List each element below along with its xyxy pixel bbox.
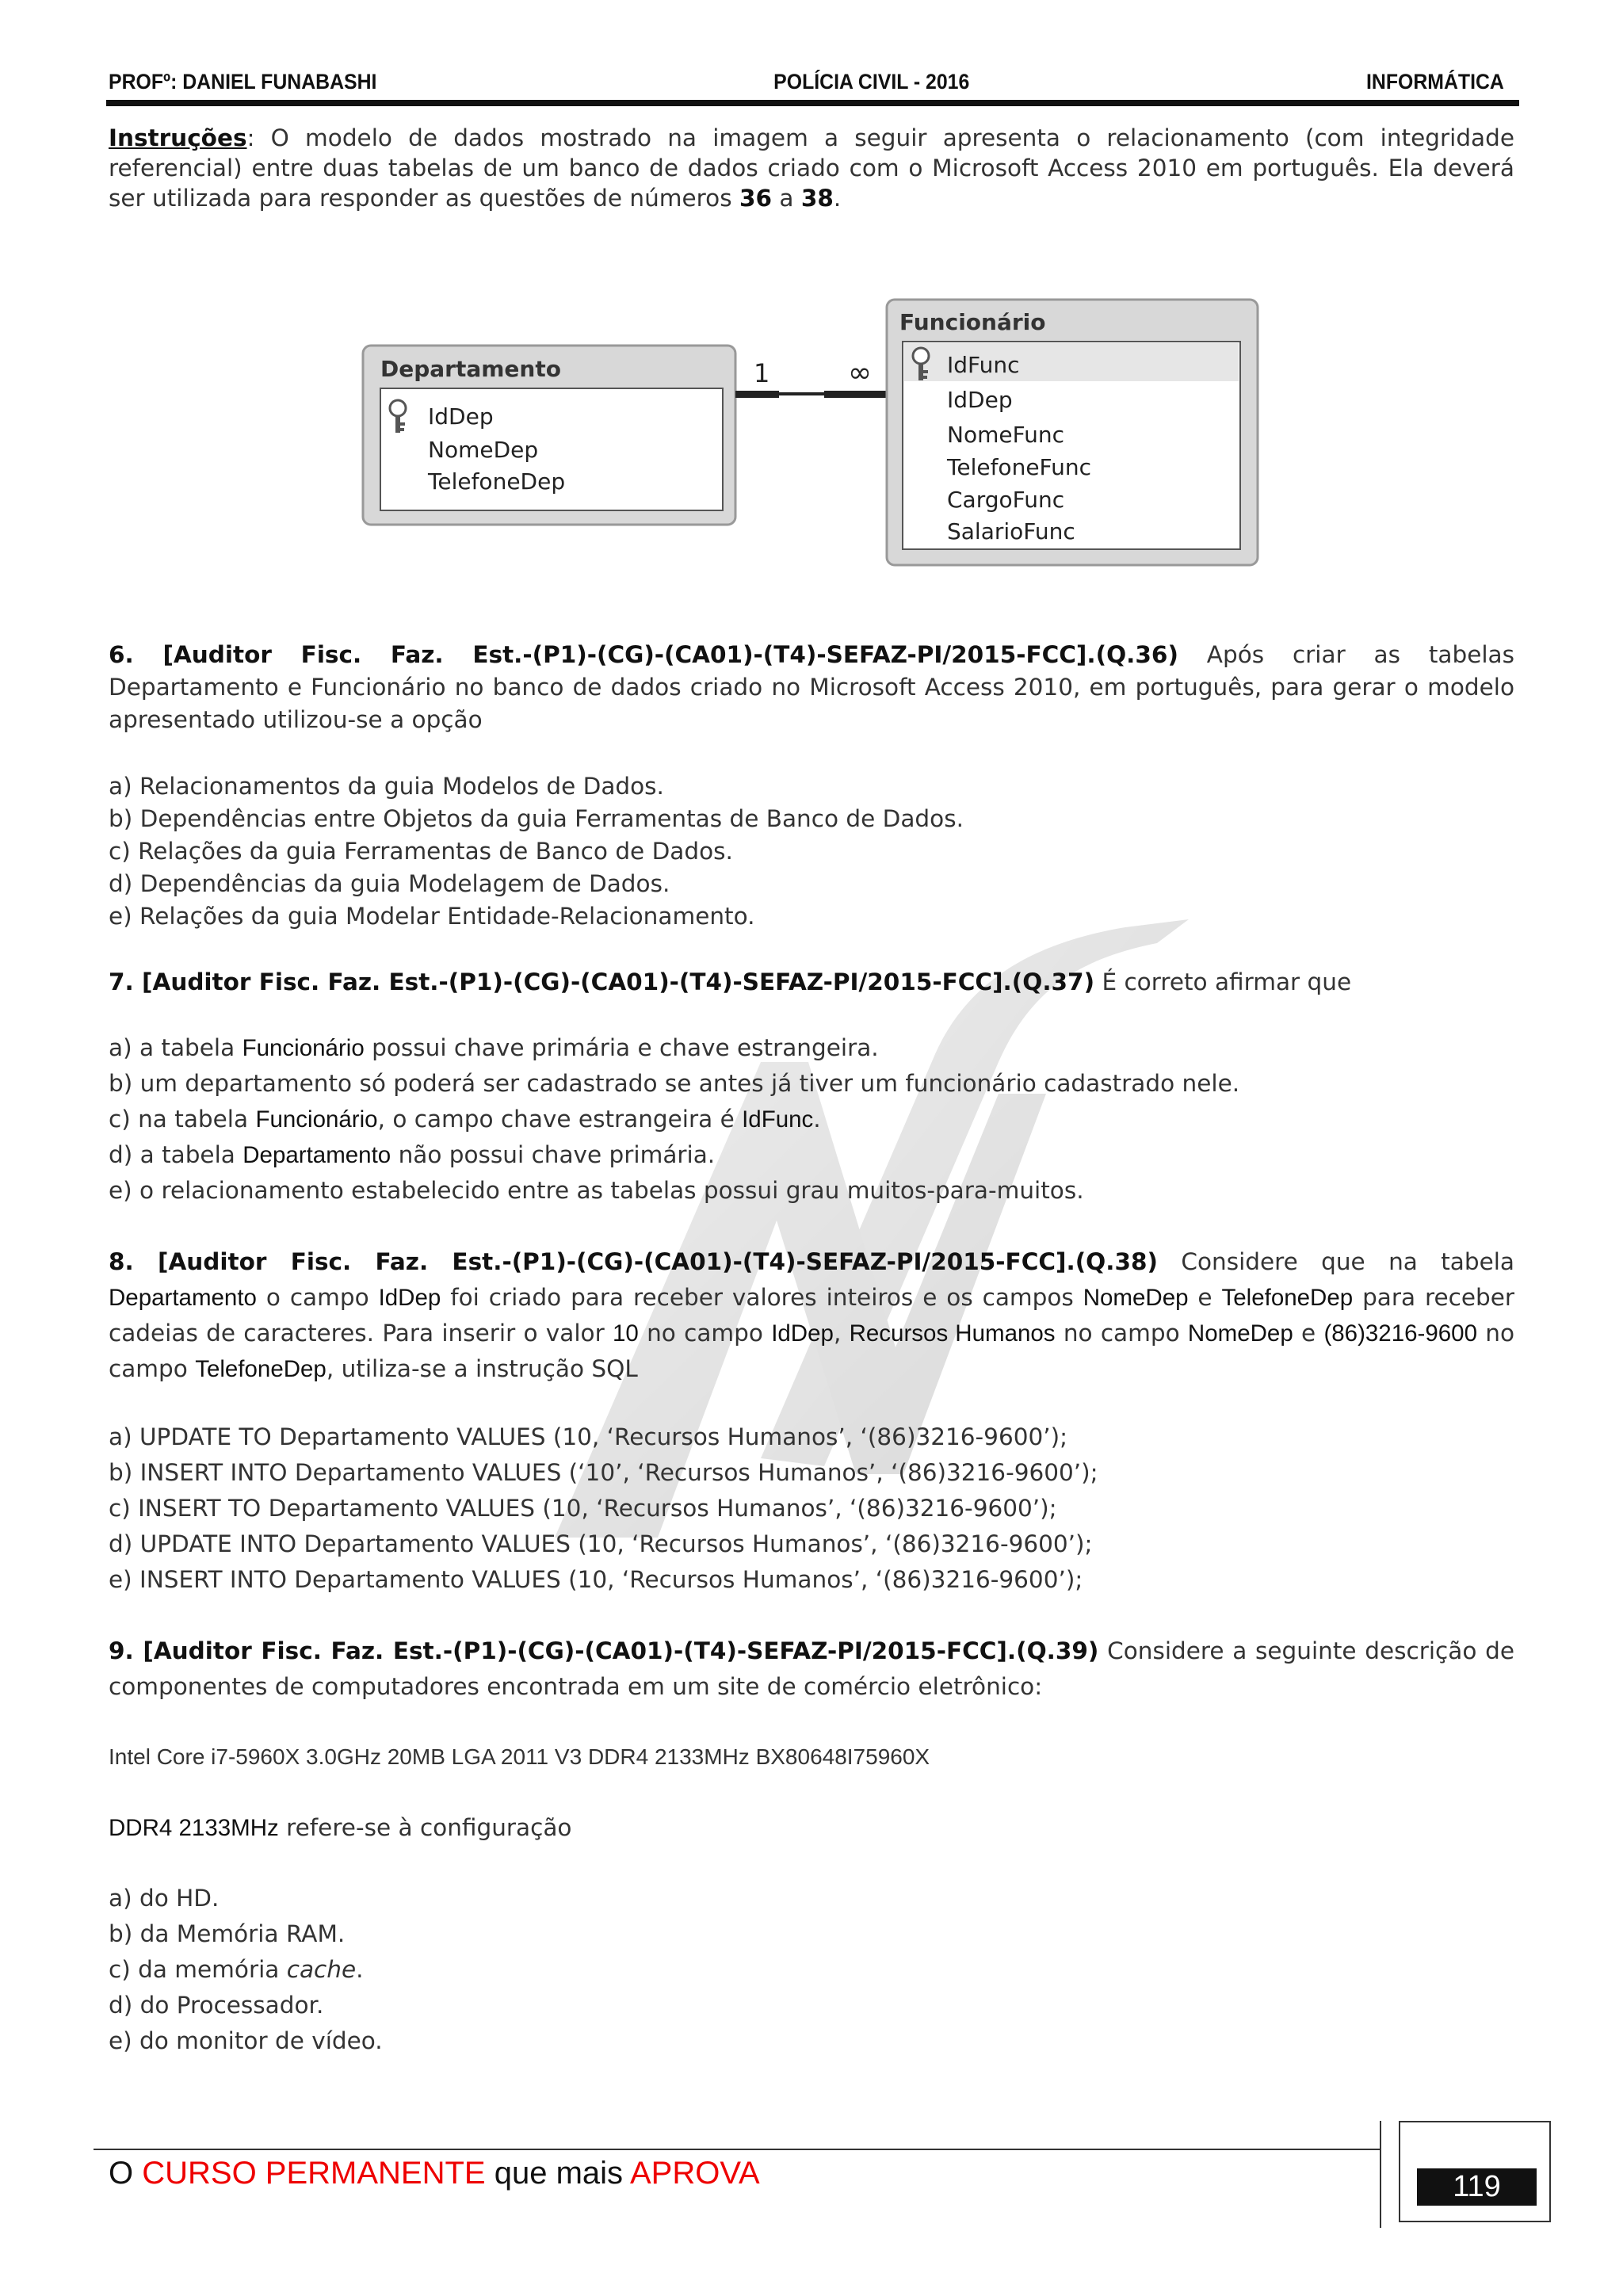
q6-option-a: a) Relacionamentos da guia Modelos de Dados. [109, 773, 664, 800]
q8-t6: no campo [638, 1320, 772, 1347]
field-telefonedep: TelefoneDep [428, 468, 566, 495]
relationship-diagram [361, 297, 1260, 575]
field-nomefunc: NomeFunc [947, 422, 1065, 448]
q8-s10: TelefoneDep [195, 1356, 327, 1382]
q7-d-text: d) a tabela [109, 1141, 243, 1168]
q8-option-e: e) INSERT INTO Departamento VALUES (10, ‘Recursos Humanos’, ‘(86)3216-9600’); [109, 1566, 1083, 1593]
question-8 [109, 1244, 1514, 1387]
field-salariofunc: SalarioFunc [947, 518, 1075, 544]
q6-option-c: c) Relações da guia Ferramentas de Banco de Dados. [109, 838, 733, 865]
q7-c-text: c) na tabela [109, 1106, 256, 1133]
q9-c-text: c) da memória [109, 1956, 287, 1983]
one-side-label: 1 [754, 358, 770, 388]
q8-s4: TelefoneDep [1221, 1285, 1354, 1311]
q9-prompt [109, 1813, 571, 1843]
instructions-mid: a [772, 185, 801, 212]
q9-head: 9. [Auditor Fisc. Faz. Est.-(P1)-(CG)-(CA01)-(T4)-SEFAZ-PI/2015-FCC].(Q.39) [109, 1637, 1099, 1664]
instructions-end: . [833, 185, 842, 212]
q8-s8: NomeDep [1187, 1320, 1293, 1347]
footer-t4: APROVA [629, 2156, 760, 2191]
q9-ddr: DDR4 2133MHz [109, 1815, 279, 1841]
q9-ddr-rest: refere-se à configuração [278, 1814, 572, 1841]
q8-s5: 10 [613, 1320, 639, 1347]
q7-text: É correto afirmar que [1094, 968, 1352, 995]
table-departamento [363, 346, 735, 525]
page-number: 119 [1417, 2168, 1537, 2206]
q8-s7: Recursos Humanos [849, 1320, 1056, 1347]
field-telefonefunc: TelefoneFunc [947, 454, 1091, 480]
field-idfunc: IdFunc [947, 352, 1020, 378]
footer-t2: CURSO PERMANENTE [142, 2156, 486, 2191]
q8-t2: o campo [256, 1284, 379, 1311]
header-rule [106, 100, 1519, 106]
q8-s2: IdDep [378, 1285, 441, 1311]
q7-option-b: b) um departamento só poderá ser cadastrado se antes já tiver um funcionário cadastrado nele. [109, 1070, 1240, 1097]
footer-t3: que mais [485, 2156, 630, 2191]
q8-t7: , [833, 1320, 850, 1347]
q6-head: 6. [Auditor Fisc. Faz. Est.-(P1)-(CG)-(CA01)-(T4)-SEFAZ-PI/2015-FCC].(Q.36) [109, 641, 1178, 668]
q6-option-e: e) Relações da guia Modelar Entidade-Relacionamento. [109, 903, 755, 930]
q8-t4: e [1188, 1284, 1222, 1311]
table-title-funcionario: Funcionário [899, 309, 1046, 335]
q7-a-text: a) a tabela [109, 1034, 242, 1061]
q8-t8: no campo [1055, 1320, 1188, 1347]
q7-c-field: IdFunc [742, 1106, 814, 1133]
q8-option-a: a) UPDATE TO Departamento VALUES (10, ‘Recursos Humanos’, ‘(86)3216-9600’); [109, 1423, 1068, 1450]
question-7 [109, 967, 1514, 997]
q6-option-b: b) Dependências entre Objetos da guia Ferramentas de Banco de Dados. [109, 805, 964, 832]
q8-s3: NomeDep [1083, 1285, 1189, 1311]
many-side-label: ∞ [848, 357, 872, 389]
q9-option-a: a) do HD. [109, 1885, 220, 1912]
instructions-text: : O modelo de dados mostrado na imagem a seguir apresenta o relacionamento (com integridade referencial) entre duas tabelas de um banco de dados criado com o Microsoft Access 2010 em português. Ela deverá ser utilizada para responder as questões de números [109, 124, 1514, 212]
q7-d-rest: não possui chave primária. [391, 1141, 716, 1168]
footer-slogan [109, 2156, 760, 2191]
header-subject: INFORMÁTICA [1366, 70, 1504, 94]
q8-t11: , utiliza-se a instrução SQL [326, 1355, 638, 1382]
table-funcionario [887, 300, 1258, 565]
q7-a-table: Funcionário [242, 1035, 365, 1061]
q8-option-c: c) INSERT TO Departamento VALUES (10, ‘Recursos Humanos’, ‘(86)3216-9600’); [109, 1495, 1057, 1522]
q9-option-e: e) do monitor de vídeo. [109, 2027, 383, 2054]
q7-c-table: Funcionário [255, 1106, 378, 1133]
q9-option-b: b) da Memória RAM. [109, 1920, 346, 1947]
q7-a-rest: possui chave primária e chave estrangeira. [364, 1034, 879, 1061]
field-cargofunc: CargoFunc [947, 487, 1065, 513]
q9-option-c [109, 1954, 364, 1985]
q7-option-c: c) na tabela Funcionário, o campo chave estrangeira é IdFunc. [109, 1106, 821, 1133]
field-nomedep: NomeDep [428, 437, 539, 463]
table-title-departamento: Departamento [380, 356, 561, 382]
q7-d-table: Departamento [242, 1142, 391, 1168]
header-exam: POLÍCIA CIVIL - 2016 [773, 70, 970, 94]
relationship-line [735, 357, 887, 398]
q7-option-d [109, 1140, 715, 1171]
field-iddep-fk: IdDep [947, 387, 1013, 413]
q6-option-d: d) Dependências da guia Modelagem de Dados. [109, 870, 670, 897]
footer-t1: O [109, 2156, 143, 2191]
footer-rule [94, 2149, 1381, 2150]
q9-text: Considere a seguinte descrição de componentes de computadores encontrada em um site de comércio eletrônico: [109, 1637, 1514, 1700]
q8-head: 8. [Auditor Fisc. Faz. Est.-(P1)-(CG)-(CA01)-(T4)-SEFAZ-PI/2015-FCC].(Q.38) [109, 1248, 1158, 1275]
field-iddep: IdDep [428, 403, 494, 430]
q8-t5: para receber cadeias de caracteres. Para inserir o valor [109, 1284, 1514, 1347]
q9-c-italic: cache [286, 1956, 357, 1983]
question-6 [109, 639, 1514, 736]
instructions-label: Instruções [109, 124, 247, 151]
instructions-n2: 38 [800, 185, 834, 212]
q8-option-d: d) UPDATE INTO Departamento VALUES (10, ‘Recursos Humanos’, ‘(86)3216-9600’); [109, 1530, 1093, 1557]
instructions-n1: 36 [739, 185, 773, 212]
question-9 [109, 1633, 1514, 1705]
header-author: PROFº: DANIEL FUNABASHI [109, 70, 377, 94]
q8-s9: (86)3216-9600 [1323, 1320, 1477, 1347]
q9-option-d: d) do Processador. [109, 1992, 324, 2019]
q9-spec: Intel Core i7-5960X 3.0GHz 20MB LGA 2011 V3 DDR4 2133MHz BX80648I75960X [109, 1744, 930, 1769]
q8-t10: no campo [109, 1320, 1515, 1382]
page-header [109, 70, 1504, 94]
q7-head: 7. [Auditor Fisc. Faz. Est.-(P1)-(CG)-(CA01)-(T4)-SEFAZ-PI/2015-FCC].(Q.37) [109, 968, 1095, 995]
q9-c-end: . [356, 1956, 364, 1983]
q7-option-a [109, 1033, 879, 1064]
q7-c-mid: , o campo chave estrangeira é [377, 1106, 743, 1133]
q8-t3: foi criado para receber valores inteiros e os campos [441, 1284, 1083, 1311]
q8-t1: Considere que na tabela [1158, 1248, 1514, 1275]
footer-divider [1380, 2121, 1381, 2228]
q8-t9: e [1293, 1320, 1324, 1347]
q7-option-e: e) o relacionamento estabelecido entre as tabelas possui grau muitos-para-muitos. [109, 1177, 1084, 1204]
q8-option-b: b) INSERT INTO Departamento VALUES (‘10’, ‘Recursos Humanos’, ‘(86)3216-9600’); [109, 1459, 1098, 1486]
q8-s1: Departamento [109, 1285, 257, 1311]
q8-s6: IdDep [771, 1320, 834, 1347]
q6-text: Após criar as tabelas Departamento e Funcionário no banco de dados criado no Microsoft Access 2010, em português, para gerar o modelo apresentado utilizou-se a opção [109, 641, 1514, 733]
instructions [109, 123, 1514, 213]
